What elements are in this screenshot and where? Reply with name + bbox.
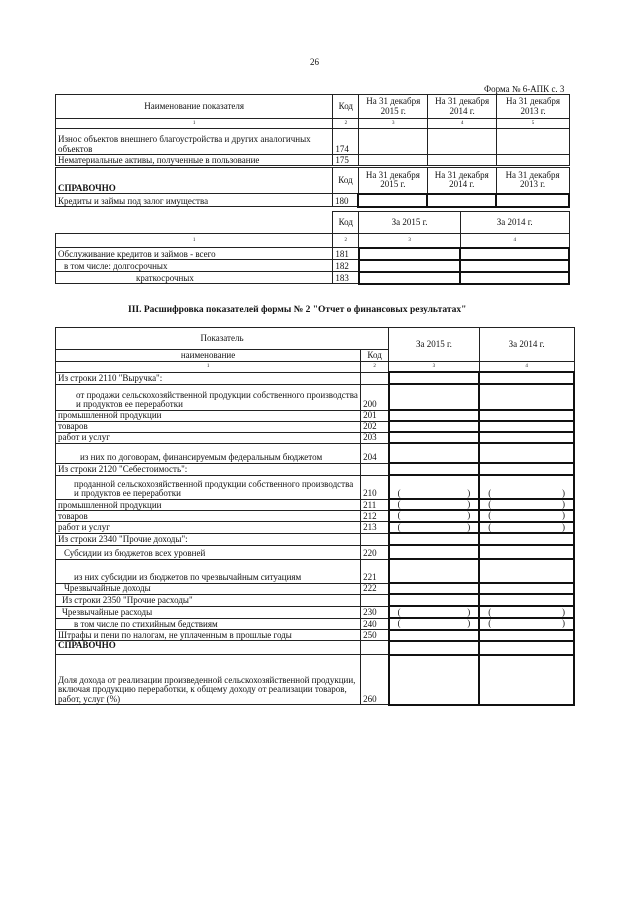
row-code: 210 <box>361 475 389 499</box>
row-code: 221 <box>361 559 389 583</box>
value-cell[interactable] <box>496 194 569 207</box>
table-row <box>56 630 575 641</box>
header-2015: На 31 декабря 2015 г. <box>359 95 428 119</box>
paren-close: ) <box>467 487 471 498</box>
col-num: 2 <box>333 234 359 248</box>
col-num: 2 <box>361 362 389 373</box>
header-2015: За 2015 г. <box>389 328 480 362</box>
value-cell[interactable] <box>479 559 574 583</box>
col-num: 1 <box>56 362 361 373</box>
value-cell[interactable] <box>389 522 480 533</box>
value-cell[interactable] <box>389 475 480 499</box>
row-label: Чрезвычайные доходы <box>56 583 361 594</box>
value-cell[interactable] <box>359 272 461 284</box>
row-label: СПРАВОЧНО <box>56 641 361 655</box>
header-code: Код <box>361 350 389 362</box>
row-label: в том числе по стихийным бедствиям <box>56 618 361 629</box>
table-row <box>56 606 575 618</box>
table-financial-results <box>55 327 575 706</box>
row-code: 181 <box>333 248 359 260</box>
value-cell[interactable] <box>479 618 574 629</box>
paren-open: ( <box>397 499 401 509</box>
table-balance <box>55 94 570 166</box>
value-cell[interactable] <box>479 475 574 499</box>
table-row <box>56 583 575 594</box>
header-2014: На 31 декабря 2014 г. <box>427 168 496 194</box>
value-cell[interactable] <box>479 421 574 432</box>
paren-open: ( <box>397 510 401 521</box>
paren-open: ( <box>488 618 492 629</box>
paren-wrapper <box>392 511 477 520</box>
row-code: 213 <box>361 522 389 533</box>
row-code: 204 <box>361 443 389 463</box>
paren-open: ( <box>488 521 492 532</box>
value-cell[interactable] <box>359 155 428 166</box>
table-row <box>56 545 575 559</box>
col-num: 3 <box>359 234 461 248</box>
paren-wrapper <box>482 608 571 617</box>
row-label: из них по договорам, финансируемым федеральным бюджетом <box>56 443 361 463</box>
row-code: 230 <box>361 606 389 618</box>
col-num: 1 <box>56 119 333 129</box>
value-cell[interactable] <box>479 384 574 410</box>
paren-wrapper <box>392 523 477 532</box>
row-label: из них субсидии из бюджетов по чрезвычайным ситуациям <box>56 559 361 583</box>
paren-open: ( <box>397 521 401 532</box>
value-cell[interactable] <box>479 533 574 545</box>
paren-wrapper <box>482 619 571 628</box>
row-label: товаров <box>56 510 361 521</box>
row-label: проданной сельскохозяйственной продукции собственного производства и продуктов ее переработки <box>56 475 361 499</box>
value-cell[interactable] <box>479 372 574 384</box>
value-cell[interactable] <box>428 155 497 166</box>
header-name: Наименование показателя <box>56 95 333 119</box>
table-row <box>56 410 575 421</box>
value-cell[interactable] <box>389 583 480 594</box>
paren-wrapper <box>482 523 571 532</box>
header-2015: За 2015 г. <box>359 212 461 234</box>
value-cell[interactable] <box>389 641 480 655</box>
value-cell[interactable] <box>479 510 574 521</box>
section-title: III. Расшифровка показателей формы № 2 "Отчет о финансовых результатах" <box>128 305 467 315</box>
value-cell[interactable] <box>389 606 480 618</box>
col-num: 4 <box>479 362 574 373</box>
value-cell[interactable] <box>427 194 496 207</box>
value-cell[interactable] <box>479 583 574 594</box>
header-2014: За 2014 г. <box>479 328 574 362</box>
paren-close: ) <box>562 521 565 532</box>
paren-close: ) <box>562 606 565 617</box>
value-cell[interactable] <box>479 499 574 510</box>
header-2013: На 31 декабря 2013 г. <box>496 168 569 194</box>
table-row <box>56 463 575 475</box>
table-row <box>56 510 575 521</box>
value-cell[interactable] <box>389 463 480 475</box>
value-cell[interactable] <box>460 272 569 284</box>
row-label: Из строки 2350 "Прочие расходы" <box>56 594 361 606</box>
value-cell[interactable] <box>497 129 570 155</box>
header-code: Код <box>333 212 359 234</box>
row-code <box>361 463 389 475</box>
value-cell[interactable] <box>479 630 574 641</box>
page-number: 26 <box>310 57 319 67</box>
value-cell[interactable] <box>359 129 428 155</box>
value-cell[interactable] <box>479 463 574 475</box>
paren-open: ( <box>397 487 401 498</box>
value-cell[interactable] <box>479 522 574 533</box>
value-cell[interactable] <box>389 533 480 545</box>
table-row <box>56 432 575 443</box>
row-label: Кредиты и займы под залог имущества <box>56 194 333 207</box>
value-cell[interactable] <box>479 655 574 705</box>
value-cell[interactable] <box>389 510 480 521</box>
value-cell[interactable] <box>359 260 461 272</box>
value-cell[interactable] <box>460 248 569 260</box>
row-code <box>361 533 389 545</box>
header-2013: На 31 декабря 2013 г. <box>497 95 570 119</box>
value-cell[interactable] <box>389 421 480 432</box>
table-row <box>56 655 575 705</box>
value-cell[interactable] <box>389 432 480 443</box>
paren-close: ) <box>467 510 471 521</box>
row-label: от продажи сельскохозяйственной продукции собственного производства и продуктов ее переработки <box>56 384 361 410</box>
header-code: Код <box>333 168 359 194</box>
header-2015: На 31 декабря 2015 г. <box>358 168 427 194</box>
row-code: 220 <box>361 545 389 559</box>
table-credit-service <box>55 211 570 285</box>
paren-wrapper <box>392 608 477 617</box>
paren-open: ( <box>397 618 401 629</box>
col-num: 4 <box>460 234 569 248</box>
row-code: 212 <box>361 510 389 521</box>
value-cell[interactable] <box>479 606 574 618</box>
paren-wrapper <box>482 511 571 520</box>
value-cell[interactable] <box>389 594 480 606</box>
value-cell[interactable] <box>428 129 497 155</box>
table-row <box>56 594 575 606</box>
row-code: 250 <box>361 630 389 641</box>
value-cell[interactable] <box>479 443 574 463</box>
paren-open: ( <box>488 487 492 498</box>
table-row <box>56 421 575 432</box>
table-row <box>56 384 575 410</box>
row-code <box>361 641 389 655</box>
value-cell[interactable] <box>389 559 480 583</box>
value-cell[interactable] <box>497 155 570 166</box>
header-indicator: Показатель <box>56 328 389 350</box>
row-code: 201 <box>361 410 389 421</box>
row-code: 202 <box>361 421 389 432</box>
table-row <box>56 499 575 510</box>
col-num: 3 <box>389 362 480 373</box>
col-num: 4 <box>428 119 497 129</box>
row-label: промышленной продукции <box>56 410 361 421</box>
value-cell[interactable] <box>389 384 480 410</box>
value-cell[interactable] <box>479 594 574 606</box>
row-label: в том числе: долгосрочных <box>56 260 333 272</box>
value-cell[interactable] <box>479 545 574 559</box>
paren-open: ( <box>488 510 492 521</box>
value-cell[interactable] <box>389 499 480 510</box>
row-label: работ и услуг <box>56 522 361 533</box>
value-cell[interactable] <box>460 260 569 272</box>
row-code: 222 <box>361 583 389 594</box>
paren-open: ( <box>488 499 492 509</box>
paren-wrapper <box>482 500 571 509</box>
row-code: 180 <box>333 194 359 207</box>
row-label: Доля дохода от реализации произведенной сельскохозяйственной продукции, включая продукцию переработки, к общему доходу от реализации товаров, работ, услуг (%) <box>56 655 361 705</box>
row-label: Износ объектов внешнего благоустройства и других аналогичных объектов <box>56 129 333 155</box>
col-num: 3 <box>359 119 428 129</box>
table-row <box>56 533 575 545</box>
row-code: 240 <box>361 618 389 629</box>
row-label: Из строки 2120 "Себестоимость": <box>56 463 361 475</box>
table-row <box>56 372 575 384</box>
row-code: 200 <box>361 384 389 410</box>
table-row <box>56 641 575 655</box>
row-label: Из строки 2110 "Выручка": <box>56 372 361 384</box>
header-name: наименование <box>56 350 361 362</box>
paren-wrapper <box>392 489 477 498</box>
col-num: 2 <box>333 119 359 129</box>
row-label: краткосрочных <box>56 272 333 284</box>
value-cell[interactable] <box>389 630 480 641</box>
reference-title: СПРАВОЧНО <box>56 168 333 194</box>
row-label: Обслуживание кредитов и займов - всего <box>56 248 333 260</box>
value-cell[interactable] <box>389 655 480 705</box>
paren-wrapper <box>482 489 571 498</box>
value-cell[interactable] <box>479 432 574 443</box>
form-label: Форма № 6-АПК с. 3 <box>484 84 565 94</box>
row-code <box>361 372 389 384</box>
table-row <box>56 475 575 499</box>
paren-close: ) <box>562 510 565 521</box>
row-label: Нематериальные активы, полученные в пользование <box>56 155 333 166</box>
table-row <box>56 522 575 533</box>
row-code <box>361 594 389 606</box>
table-row <box>56 618 575 629</box>
paren-close: ) <box>467 521 471 532</box>
value-cell[interactable] <box>389 372 480 384</box>
row-code: 211 <box>361 499 389 510</box>
row-label: работ и услуг <box>56 432 361 443</box>
row-label: промышленной продукции <box>56 499 361 510</box>
row-code: 183 <box>333 272 359 284</box>
col-num: 1 <box>56 234 333 248</box>
paren-wrapper <box>392 619 477 628</box>
value-cell[interactable] <box>358 194 427 207</box>
paren-wrapper <box>392 500 477 509</box>
value-cell[interactable] <box>389 410 480 421</box>
row-label: Субсидии из бюджетов всех уровней <box>56 545 361 559</box>
row-label: товаров <box>56 421 361 432</box>
header-2014: На 31 декабря 2014 г. <box>428 95 497 119</box>
header-2014: За 2014 г. <box>460 212 569 234</box>
table-reference-credits <box>55 167 570 208</box>
paren-close: ) <box>562 499 565 509</box>
table-row <box>56 443 575 463</box>
paren-open: ( <box>488 606 492 617</box>
value-cell[interactable] <box>389 545 480 559</box>
row-label: Чрезвычайные расходы <box>56 606 361 618</box>
value-cell[interactable] <box>479 641 574 655</box>
paren-close: ) <box>562 618 565 629</box>
value-cell[interactable] <box>359 248 461 260</box>
row-code: 260 <box>361 655 389 705</box>
row-label: Штрафы и пени по налогам, не уплаченным в прошлые годы <box>56 630 361 641</box>
paren-close: ) <box>467 618 471 629</box>
row-code: 182 <box>333 260 359 272</box>
row-label: Из строки 2340 "Прочие доходы": <box>56 533 361 545</box>
col-num: 5 <box>497 119 570 129</box>
row-code: 203 <box>361 432 389 443</box>
header-code: Код <box>333 95 359 119</box>
paren-close: ) <box>467 606 471 617</box>
value-cell[interactable] <box>479 410 574 421</box>
paren-open: ( <box>397 606 401 617</box>
paren-close: ) <box>467 499 471 509</box>
row-code: 174 <box>333 129 359 155</box>
row-code: 175 <box>333 155 359 166</box>
value-cell[interactable] <box>389 443 480 463</box>
table-row <box>56 559 575 583</box>
paren-close: ) <box>562 487 565 498</box>
value-cell[interactable] <box>389 618 480 629</box>
